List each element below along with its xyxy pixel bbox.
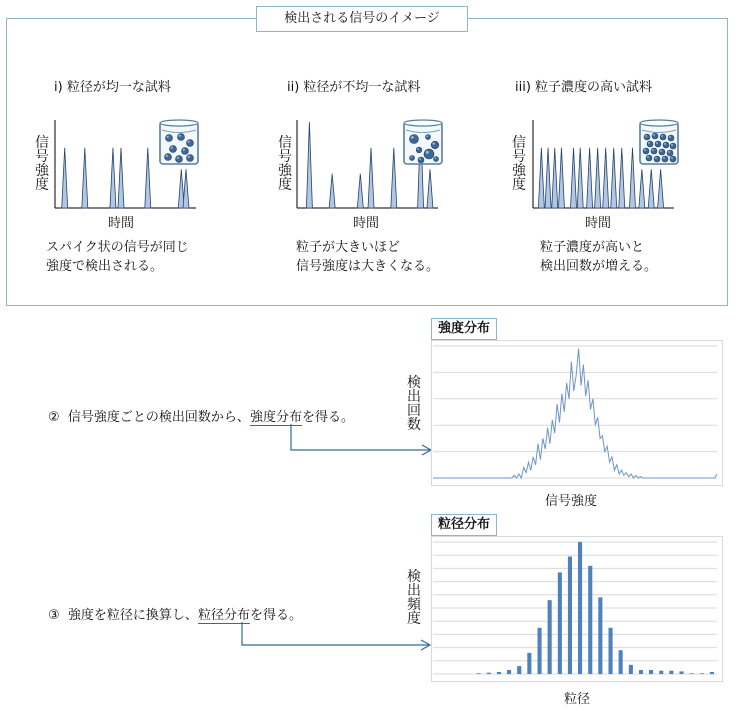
particle-0 [166,135,173,142]
particle-highlight-7 [188,156,190,158]
particle-highlight-8 [644,149,646,151]
step-3-text [48,604,302,623]
case-2-caption-line-2: 信号強度は大きくなる。 [296,259,440,274]
bar-12 [558,572,562,674]
size-chart-y-label: 検出頻度 [407,569,421,627]
spike-0 [62,148,68,208]
particle-4 [182,148,189,155]
case-2-caption [296,238,439,276]
spike-4 [391,148,397,208]
particle-5 [410,156,415,161]
case-3-title: iii) 粒子濃度の高い試料 [515,80,653,95]
bar-8 [517,666,521,674]
bar-5 [487,673,491,674]
bar-26 [700,673,704,674]
bar-11 [548,600,552,674]
bar-16 [598,597,602,674]
bar-27 [710,672,714,674]
particle-highlight-7 [671,144,673,146]
step-3-arrow [241,622,437,656]
spike-9 [611,148,617,208]
case-1-caption-line-1: スパイク状の信号が同じ [46,240,189,255]
bar-15 [588,566,592,674]
bar-14 [578,542,582,674]
bar-17 [609,628,613,674]
spike-3 [368,148,374,208]
beaker-rim [160,120,198,126]
spike-3 [118,148,124,208]
particle-7 [187,155,194,162]
particle-highlight-9 [652,149,654,151]
spike-3 [558,148,564,208]
particle-highlight-11 [668,151,670,153]
particle-2 [660,134,666,140]
spike-12 [639,169,645,208]
step-2-text-before: 信号強度ごとの検出回数から、 [67,410,250,425]
bar-19 [629,665,633,674]
particle-highlight-15 [671,157,673,159]
spike-6 [183,169,189,208]
step-2-text-after: を得る。 [301,410,354,425]
step-2-highlight: 強度分布 [249,410,302,425]
particle-0 [644,134,650,140]
spike-11 [629,148,635,208]
particle-highlight-5 [656,142,658,144]
particle-4 [647,141,653,147]
particle-6 [418,157,424,163]
bar-4 [477,673,481,674]
particle-highlight-0 [167,136,169,138]
particle-14 [662,156,668,162]
size-chart-title: 粒径分布 [431,514,497,536]
beaker-rim [640,120,678,126]
particle-3 [668,135,674,141]
particle-5 [165,154,172,161]
spike-4 [571,148,577,208]
particle-highlight-6 [177,157,179,159]
spike-1 [545,148,551,208]
spike-6 [427,169,433,208]
case-3-x-label: 時間 [585,216,612,231]
particle-highlight-4 [183,149,185,151]
particle-highlight-2 [661,135,663,137]
particle-3 [170,146,177,153]
particle-highlight-1 [179,135,181,137]
particle-11 [667,150,673,156]
spike-10 [619,148,625,208]
spike-4 [145,148,151,208]
particle-7 [670,143,676,149]
particle-5 [655,141,661,147]
particle-2 [431,141,439,149]
case-2-y-label: 信号強度 [278,135,292,193]
particle-highlight-6 [664,143,666,145]
bar-9 [527,653,531,674]
particle-1 [426,135,431,140]
particle-9 [651,148,657,154]
particle-0 [410,135,419,144]
case-1-caption-line-2: 強度で検出される。 [46,259,164,274]
spike-6 [587,148,593,208]
particle-highlight-6 [419,158,421,160]
particle-6 [176,156,183,163]
spike-2 [552,148,558,208]
case-2-title: ii) 粒径が不均一な試料 [287,80,421,95]
case-3-caption-line-2: 検出回数が増える。 [540,259,658,274]
size-chart [431,536,721,680]
particle-3 [416,147,422,153]
intensity-chart-title: 強度分布 [431,318,497,340]
particle-15 [670,156,676,162]
step-2-text [48,406,354,425]
particle-highlight-5 [166,155,168,157]
bar-20 [639,670,643,674]
particle-highlight-2 [433,143,435,145]
particle-7 [434,157,439,162]
step-3-highlight: 粒径分布 [197,608,250,623]
particle-highlight-3 [171,147,173,149]
particle-highlight-12 [647,156,649,158]
bar-10 [538,628,542,674]
case-2-x-label: 時間 [353,216,380,231]
particle-highlight-3 [417,148,419,150]
bar-13 [568,557,572,675]
spike-14 [658,169,664,208]
particle-12 [646,155,652,161]
step-2-number: ② [48,410,60,425]
intensity-series-line [433,349,717,478]
spike-1 [82,148,88,208]
bar-21 [649,670,653,674]
case-1-title: i) 粒径が均一な試料 [54,80,171,95]
intensity-chart [431,340,721,484]
step-3-number: ③ [48,608,60,623]
bar-25 [690,673,694,674]
case-3-caption-line-1: 粒子濃度が高いと [540,240,645,255]
spike-8 [603,148,609,208]
size-chart-x-label: 粒径 [564,692,591,707]
case-1-beaker-icon [158,118,202,166]
case-1-caption [46,238,189,276]
particle-1 [178,134,185,141]
particle-highlight-1 [426,135,428,137]
bar-6 [497,672,501,674]
panel-title: 検出される信号のイメージ [256,6,468,32]
particle-highlight-4 [648,142,650,144]
particle-highlight-14 [663,157,665,159]
case-3-beaker-icon [638,118,682,166]
spike-1 [329,174,335,208]
particle-1 [652,133,658,139]
particle-highlight-4 [426,151,429,154]
spike-2 [357,174,363,208]
particle-10 [659,149,665,155]
case-2-beaker-icon [402,118,446,166]
bar-7 [507,670,511,674]
particle-13 [654,156,660,162]
step-3-text-before: 強度を粒径に換算し、 [67,608,198,623]
particle-highlight-0 [411,136,414,139]
case-3-caption [540,238,657,276]
particle-4 [424,149,434,159]
case-1-y-label: 信号強度 [35,135,49,193]
bar-24 [680,671,684,674]
particle-highlight-2 [188,141,190,143]
spike-5 [577,148,583,208]
bar-18 [619,650,623,674]
particle-2 [187,140,194,147]
spike-0 [538,148,544,208]
spike-7 [595,148,601,208]
case-2-caption-line-1: 粒子が大きいほど [296,240,401,255]
case-3-y-label: 信号強度 [512,135,526,193]
particle-highlight-13 [655,157,657,159]
intensity-chart-y-label: 検出回数 [407,375,421,433]
spike-0 [306,122,312,208]
particle-highlight-10 [660,150,662,152]
particle-highlight-3 [669,136,671,138]
bar-22 [659,671,663,674]
bar-23 [669,671,673,674]
beaker-rim [404,120,442,126]
particle-highlight-0 [645,135,647,137]
intensity-chart-x-label: 信号強度 [545,494,598,509]
case-1-x-label: 時間 [108,216,135,231]
particle-8 [643,148,649,154]
particle-highlight-7 [434,157,436,159]
spike-2 [110,148,116,208]
particle-highlight-5 [410,156,412,158]
particle-6 [663,142,669,148]
step-3-text-after: を得る。 [249,608,302,623]
particle-highlight-1 [653,134,655,136]
spike-13 [648,169,654,208]
